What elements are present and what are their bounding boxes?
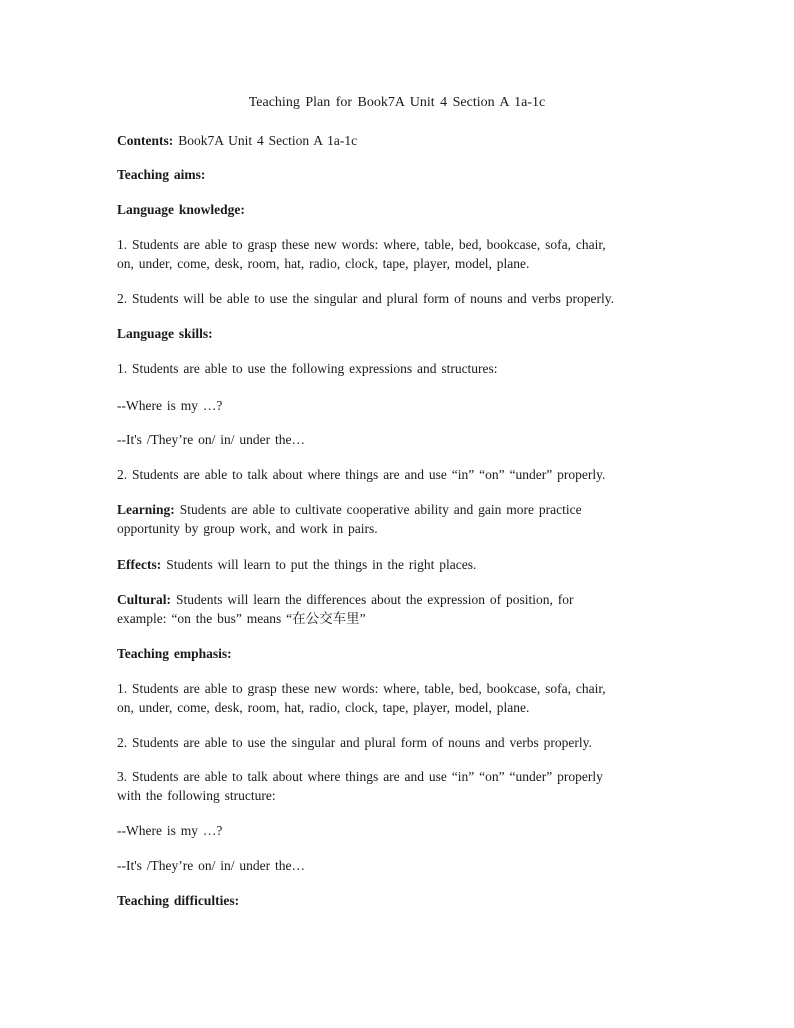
ls-answer: --It's /They’re on/ in/ under the…: [117, 432, 306, 447]
te-item1-line2: on, under, come, desk, room, hat, radio, clock, tape, player, model, plane.: [117, 700, 530, 715]
learning-label: Learning:: [117, 502, 175, 517]
heading-teaching-aims: Teaching aims:: [117, 167, 206, 182]
lk-item2: 2. Students will be able to use the singular and plural form of nouns and verbs properly.: [117, 291, 615, 306]
te-item3-line2: with the following structure:: [117, 788, 276, 803]
ls-question: --Where is my …?: [117, 398, 223, 413]
contents-line: [117, 131, 677, 150]
ls-item1: 1. Students are able to use the following expressions and structures:: [117, 361, 498, 376]
heading-teaching-difficulties: Teaching difficulties:: [117, 893, 240, 908]
cultural-line1: [117, 590, 677, 609]
effects-line: [117, 555, 677, 574]
learning-text: Students are able to cultivate cooperative ability and gain more practice: [179, 502, 582, 517]
te-answer: --It's /They’re on/ in/ under the…: [117, 858, 306, 873]
lk-item1-line2: on, under, come, desk, room, hat, radio, clock, tape, player, model, plane.: [117, 256, 530, 271]
cultural-label: Cultural:: [117, 592, 171, 607]
te-item2: 2. Students are able to use the singular and plural form of nouns and verbs properly.: [117, 735, 592, 750]
contents-label: Contents:: [117, 133, 174, 148]
te-item3-line1: 3. Students are able to talk about where things are and use “in” “on” “under” properly: [117, 769, 603, 784]
effects-label: Effects:: [117, 557, 162, 572]
contents-text: Book7A Unit 4 Section A 1a-1c: [178, 133, 358, 148]
heading-language-skills: Language skills:: [117, 326, 213, 341]
te-question: --Where is my …?: [117, 823, 223, 838]
learning-line2: opportunity by group work, and work in pairs.: [117, 521, 378, 536]
te-item1-line1: 1. Students are able to grasp these new words: where, table, bed, bookcase, sofa, chair,: [117, 681, 606, 696]
document-title: Teaching Plan for Book7A Unit 4 Section A 1a-1c: [248, 95, 546, 110]
learning-line1: [117, 500, 677, 519]
ls-item2: 2. Students are able to talk about where things are and use “in” “on” “under” properly.: [117, 467, 606, 482]
heading-language-knowledge: Language knowledge:: [117, 202, 245, 217]
cultural-text: Students will learn the differences about the expression of position, for: [176, 592, 574, 607]
heading-teaching-emphasis: Teaching emphasis:: [117, 646, 232, 661]
lk-item1-line1: 1. Students are able to grasp these new words: where, table, bed, bookcase, sofa, chair,: [117, 237, 606, 252]
cultural-line2: example: “on the bus” means “在公交车里”: [117, 611, 366, 626]
effects-text: Students will learn to put the things in the right places.: [166, 557, 477, 572]
